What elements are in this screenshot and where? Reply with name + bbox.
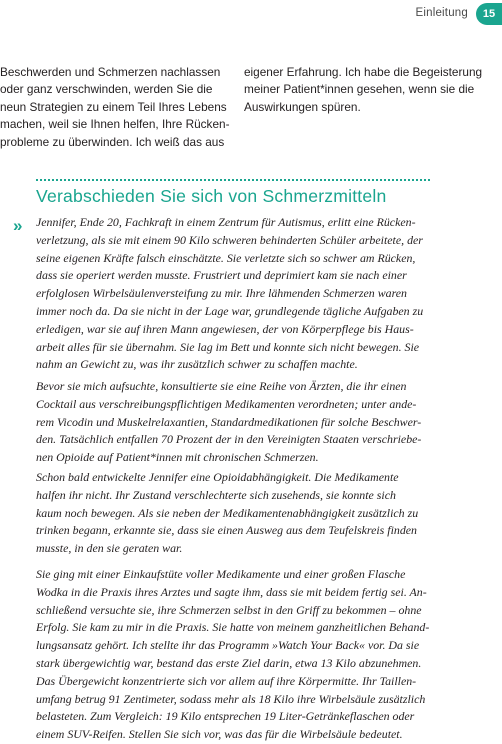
case-paragraph-4: Sie ging mit einer Einkaufstüte voller Medikamente und einer großen Flasche Wodka in die Praxis ihres Arztes und sagte ihm, dass sie mit beidem fertig sei. An- schließend versuchte sie, ihre Schmerzen selbst in den Griff zu bekommen – ohne Erfolg. Sie kam zu mir in die Praxis. Sie hatte von meinem ganzheitlichen Behand- lungsansatz gehört. Ich stellte ihr das Programm »Watch Your Back« vor. Da sie stark übergewichtig war, bestand das erste Ziel darin, etwa 13 Kilo abzunehmen. Das Übergewicht konzentrierte sich vor allem auf ihre Körpermitte. Ihr Taillen- umfang betrug 91 Zentimeter, sodass mehr als 18 Kilo ihre Wirbelsäule zusätzlich belasteten. Zum Vergleich: 19 Kilo entsprechen 19 Liter-Getränkeflaschen oder einem SUV-Reifen. Stellen Sie sich vor, was das für die Wirbelsäule bedeutet. (36, 567, 430, 742)
page-number-badge: 15 (476, 3, 502, 25)
case-paragraph-1: Jennifer, Ende 20, Fachkraft in einem Zentrum für Autismus, erlitt eine Rücken- verletzung, als sie mit einem 90 Kilo schweren behinderten Schüler arbeitete, der seine eigenen Kräfte falsch einschätzte. Sie verletzte sich so schwer am Rücken, dass sie operiert werden musste. Frustriert und deprimiert kam sie nach einer erfolglosen Wirbelsäulenversteifung zu mir. Ihre lähmenden Schmerzen waren immer noch da. Da sie nicht in der Lage war, grundlegende tägliche Aufgaben zu erledigen, war sie auf ihren Mann angewiesen, der von Körperpflege bis Haus- arbeit alles für sie übernahm. Sie lag im Bett und konnte sich nicht bewegen. Sie nahm an Gewicht zu, was ihr zusätzlich schwer zu schaffen machte. (36, 215, 424, 372)
intro-text-left-column: Beschwerden und Schmerzen nachlassen oder ganz verschwinden, werden Sie die neun Strategien zu einem Teil Ihres Lebens machen, weil sie Ihnen helfen, Ihre Rücken- probleme zu überwinden. Ich weiß das aus (0, 65, 230, 149)
case-paragraph-2: Bevor sie mich aufsuchte, konsultierte sie eine Reihe von Ärzten, die ihr einen Cocktail aus verschreibungspflichtigen Medikamenten verordneten; unter ande- rem Vicodin und Muskelrelaxantien, Standardmedikationen für solche Beschwer- den. Tatsächlich entfallen 70 Prozent der in den Vereinigten Staaten verschriebe- nen Opioide auf Patient*innen mit chronischen Schmerzen. (36, 379, 422, 465)
guillemet-quote-icon: » (13, 216, 23, 235)
intro-text-right-column: eigener Erfahrung. Ich habe die Begeisterung meiner Patient*innen gesehen, wenn sie die Auswirkungen spüren. (244, 65, 483, 114)
section-heading: Verabschieden Sie sich von Schmerzmitteln (36, 186, 387, 206)
case-paragraph-3: Schon bald entwickelte Jennifer eine Opioidabhängigkeit. Die Medikamente halfen ihr nicht. Ihr Zustand verschlechterte sich zusehends, sie konnte sich kaum noch bewegen. Als sie neben der Medikamentenabhängigkeit zusätzlich zu trinken begann, erkannte sie, dass sie einen Ausweg aus dem Teufelskreis finden musste, in den sie geraten war. (36, 470, 419, 556)
chapter-label: Einleitung (415, 7, 468, 19)
section-divider (36, 179, 430, 181)
